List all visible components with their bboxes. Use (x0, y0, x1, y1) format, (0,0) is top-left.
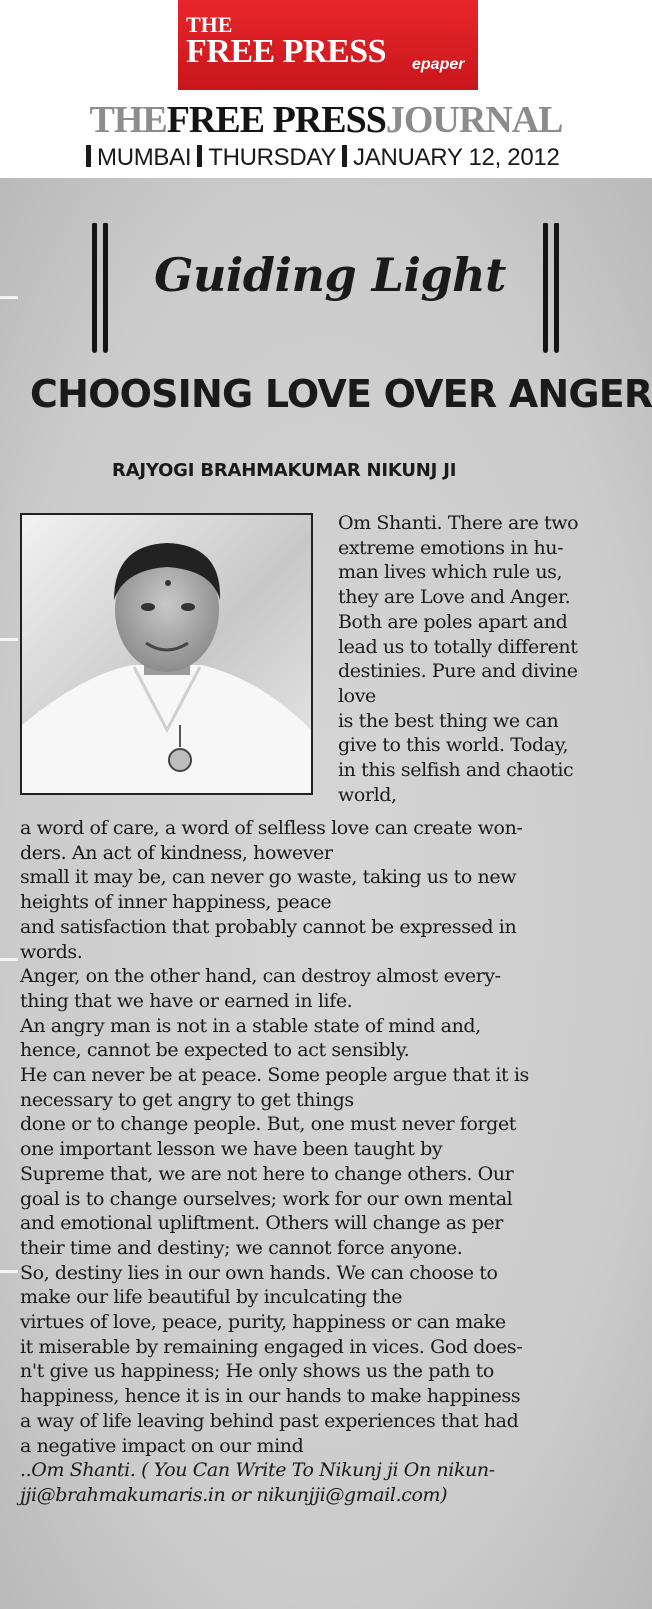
paragraph-line: So, destiny lies in our own hands. We can choose to (20, 1261, 498, 1284)
paragraph-line: and satisfaction that probably cannot be expressed in (20, 915, 517, 938)
journal-the: THE (89, 99, 167, 141)
paragraph-line: heights of inner happiness, peace (20, 891, 332, 914)
paragraph-line: ders. An act of kindness, however (20, 841, 333, 864)
journal-free-press: FREE PRESS (166, 99, 386, 141)
torn-edge (0, 638, 18, 641)
sign-off-email-line[interactable]: jji@brahmakumaris.in or nikunjji@gmail.com) (20, 1483, 448, 1506)
divider-bar (342, 145, 347, 167)
torn-edge (0, 1270, 18, 1273)
paragraph-line: happiness, hence it is in our hands to make happiness (20, 1385, 521, 1408)
logo-epaper: epaper (412, 56, 465, 73)
article-clipping (0, 178, 652, 1609)
paragraph-line: lead us to totally different (338, 635, 578, 658)
paragraph-line: they are Love and Anger. (338, 586, 571, 609)
paragraph-line: man lives which rule us, (338, 561, 563, 584)
author-portrait-icon (22, 515, 311, 793)
paragraph-line: love (338, 684, 376, 707)
paragraph-line: Anger, on the other hand, can destroy almost every- (20, 965, 501, 988)
torn-edge (0, 958, 18, 961)
paragraph-line: thing that we have or earned in life. (20, 989, 353, 1012)
free-press-epaper-logo[interactable] (178, 0, 478, 90)
paragraph-line: a negative impact on our mind (20, 1434, 304, 1457)
journal-word: JOURNAL (385, 99, 563, 141)
article-byline: RAJYOGI BRAHMAKUMAR NIKUNJ JI (112, 460, 457, 481)
paragraph-line: make our life beautiful by inculcating the (20, 1286, 403, 1309)
paragraph-line: their time and destiny; we cannot force anyone. (20, 1236, 463, 1259)
paragraph-line: small it may be, can never go waste, taking us to new (20, 866, 517, 889)
author-photo (20, 513, 313, 795)
paragraph-line: hence, cannot be expected to act sensibly. (20, 1039, 410, 1062)
paragraph-line: Supreme that, we are not here to change others. Our (20, 1162, 514, 1185)
paragraph-line: extreme emotions in hu- (338, 536, 564, 559)
divider-bar (86, 145, 91, 167)
torn-edge (0, 296, 18, 299)
divider-bar (197, 145, 202, 167)
paragraph-line: Both are poles apart and (338, 610, 568, 633)
pillar-ornament-left (92, 223, 114, 353)
paragraph-line: An angry man is not in a stable state of mind and, (20, 1014, 481, 1037)
paragraph-line: it miserable by remaining engaged in vices. God does- (20, 1335, 523, 1358)
paragraph-line: a word of care, a word of selfless love can create won- (20, 817, 523, 839)
paragraph-line: words. (20, 940, 83, 963)
paragraph-line: world, (338, 783, 397, 806)
paragraph-line: n't give us happiness; He only shows us the path to (20, 1360, 494, 1383)
dateline (86, 144, 586, 172)
sign-off-line: ..Om Shanti. ( You Can Write To Nikunj ji On nikun- (20, 1459, 495, 1482)
paragraph-line: goal is to change ourselves; work for our own mental (20, 1187, 513, 1210)
paragraph-line: a way of life leaving behind past experiences that had (20, 1409, 519, 1432)
pillar-ornament-right (543, 223, 565, 353)
article-body (20, 816, 650, 1508)
paragraph-line: is the best thing we can (338, 709, 559, 732)
article-side-column (338, 511, 648, 807)
logo-the: THE (186, 12, 233, 37)
journal-nameplate (84, 98, 568, 142)
paragraph-line: in this selfish and chaotic (338, 759, 574, 782)
dateline-city: MUMBAI (97, 144, 192, 171)
paragraph-line: and emotional upliftment. Others will change as per (20, 1212, 503, 1235)
dateline-date: JANUARY 12, 2012 (353, 144, 560, 171)
paragraph-line: Om Shanti. There are two (338, 512, 579, 534)
paragraph-line: He can never be at peace. Some people argue that it is (20, 1064, 529, 1087)
logo-free-press: FREE PRESS (186, 33, 386, 70)
article-headline: CHOOSING LOVE OVER ANGER (30, 372, 652, 416)
article-sign-off (20, 1458, 650, 1507)
paragraph-line: virtues of love, peace, purity, happiness or can make (20, 1311, 506, 1334)
dateline-day: THURSDAY (208, 144, 337, 171)
paragraph-line: give to this world. Today, (338, 734, 569, 757)
paragraph-line: done or to change people. But, one must never forget (20, 1113, 517, 1136)
column-title: Guiding Light (154, 248, 506, 302)
paragraph-line: one important lesson we have been taught by (20, 1138, 443, 1161)
paragraph-line: necessary to get angry to get things (20, 1088, 354, 1111)
paragraph-line: destinies. Pure and divine (338, 660, 578, 683)
